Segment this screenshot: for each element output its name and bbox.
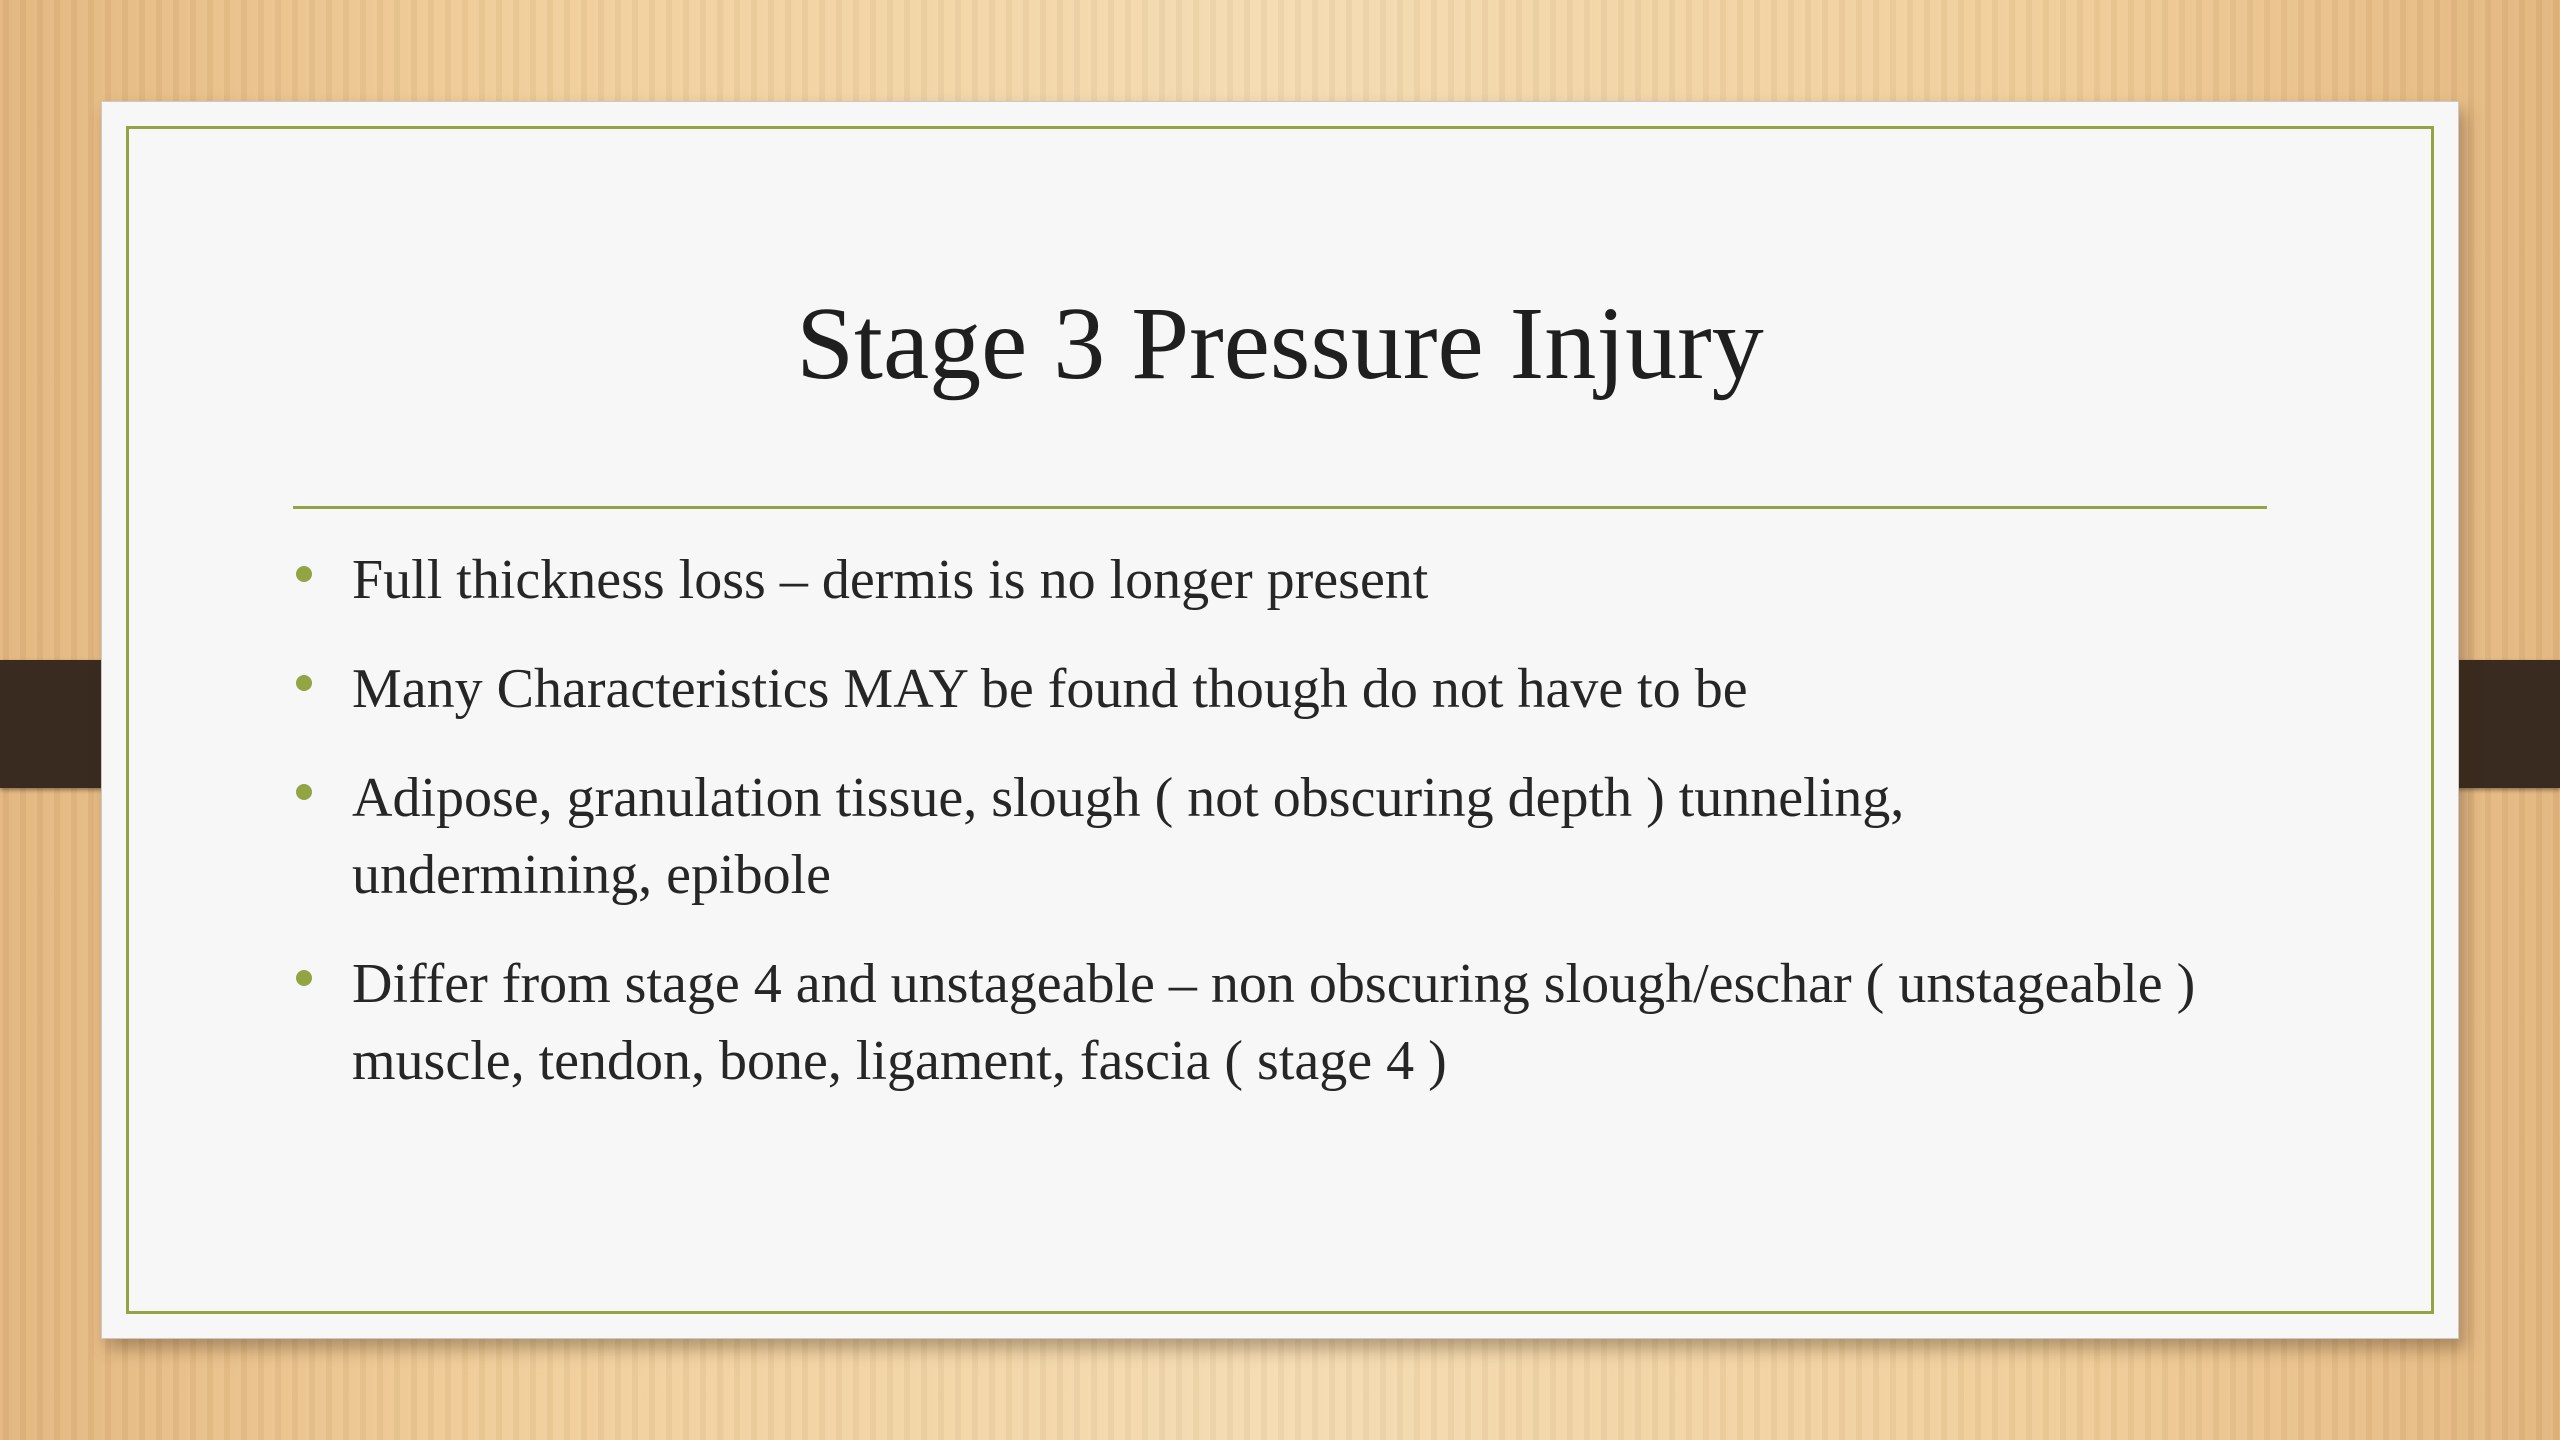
bullet-text: Differ from stage 4 and unstageable – non obscuring slough/eschar ( unstageable ) muscle, tendon, bone, ligament, fascia ( stage 4 )	[352, 953, 2196, 1092]
title-divider	[293, 506, 2267, 509]
bullet-item	[352, 651, 2252, 728]
bullet-dot-icon	[296, 675, 312, 691]
bullet-text: Adipose, granulation tissue, slough ( not obscuring depth ) tunneling, undermining, epibole	[352, 767, 1905, 906]
bullet-item	[352, 946, 2212, 1100]
bullet-item	[352, 760, 2212, 914]
bullet-dot-icon	[296, 566, 312, 582]
bullet-dot-icon	[296, 970, 312, 986]
bullet-dot-icon	[296, 784, 312, 800]
slide-card	[101, 101, 2459, 1339]
bullet-text: Many Characteristics MAY be found though do not have to be	[352, 658, 1748, 720]
bullet-item	[352, 542, 2252, 619]
bullet-text: Full thickness loss – dermis is no longer present	[352, 549, 1429, 611]
bullet-list	[352, 542, 2252, 1132]
slide-title: Stage 3 Pressure Injury	[796, 286, 1764, 401]
